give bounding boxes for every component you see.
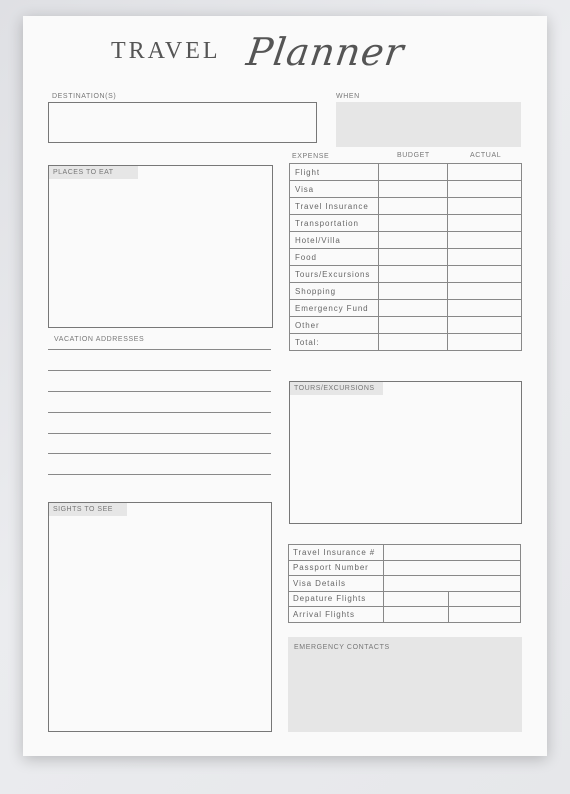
actual-cell[interactable] <box>448 181 522 198</box>
info-label: Passport Number <box>289 560 384 576</box>
budget-cell[interactable] <box>378 198 448 215</box>
destination-label: DESTINATION(S) <box>52 93 117 100</box>
tours-excursions-label: TOURS/EXCURSIONS <box>290 382 383 395</box>
sights-to-see-box[interactable] <box>48 502 272 732</box>
places-to-eat-box[interactable] <box>48 165 273 328</box>
info-value-cell[interactable] <box>383 545 520 561</box>
when-label: WHEN <box>336 93 360 100</box>
expense-name: Total: <box>290 334 379 351</box>
expense-name: Travel Insurance <box>290 198 379 215</box>
emergency-contacts-label: EMERGENCY CONTACTS <box>294 644 390 651</box>
budget-cell[interactable] <box>378 283 448 300</box>
when-field[interactable] <box>336 102 521 147</box>
info-value-cell[interactable] <box>383 607 449 623</box>
expense-row <box>290 249 522 266</box>
address-line[interactable] <box>48 391 271 392</box>
expense-row <box>290 215 522 232</box>
vacation-addresses-label: VACATION ADDRESSES <box>54 336 145 343</box>
actual-cell[interactable] <box>448 300 522 317</box>
budget-cell[interactable] <box>378 317 448 334</box>
title-planner: Planner <box>243 30 408 74</box>
actual-cell[interactable] <box>448 232 522 249</box>
expense-row <box>290 317 522 334</box>
expense-name: Hotel/Villa <box>290 232 379 249</box>
planner-sheet <box>23 16 547 756</box>
budget-header: BUDGET <box>397 152 430 159</box>
info-label: Visa Details <box>289 576 384 592</box>
expense-name: Other <box>290 317 379 334</box>
info-value-cell[interactable] <box>383 560 520 576</box>
actual-header: ACTUAL <box>470 152 502 159</box>
expense-name: Transportation <box>290 215 379 232</box>
emergency-contacts-box[interactable] <box>288 637 522 732</box>
expense-name: Shopping <box>290 283 379 300</box>
destination-field[interactable] <box>48 102 317 143</box>
budget-cell[interactable] <box>378 334 448 351</box>
expense-name: Tours/Excursions <box>290 266 379 283</box>
info-value-cell[interactable] <box>449 591 521 607</box>
expense-row <box>290 181 522 198</box>
info-row <box>289 591 521 607</box>
budget-cell[interactable] <box>378 266 448 283</box>
budget-cell[interactable] <box>378 181 448 198</box>
actual-cell[interactable] <box>448 283 522 300</box>
budget-cell[interactable] <box>378 215 448 232</box>
expense-row <box>290 164 522 181</box>
actual-cell[interactable] <box>448 215 522 232</box>
actual-cell[interactable] <box>448 249 522 266</box>
expense-row <box>290 334 522 351</box>
budget-cell[interactable] <box>378 164 448 181</box>
info-row <box>289 560 521 576</box>
actual-cell[interactable] <box>448 317 522 334</box>
address-line[interactable] <box>48 412 271 413</box>
address-line[interactable] <box>48 349 271 350</box>
actual-cell[interactable] <box>448 334 522 351</box>
budget-cell[interactable] <box>378 232 448 249</box>
expense-name: Food <box>290 249 379 266</box>
info-value-cell[interactable] <box>449 607 521 623</box>
expense-row <box>290 283 522 300</box>
info-row <box>289 607 521 623</box>
info-row <box>289 545 521 561</box>
expense-name: Visa <box>290 181 379 198</box>
info-row <box>289 576 521 592</box>
expense-row <box>290 266 522 283</box>
info-value-cell[interactable] <box>383 576 520 592</box>
tours-excursions-box[interactable] <box>289 381 522 524</box>
address-line[interactable] <box>48 474 271 475</box>
expense-row <box>290 300 522 317</box>
expense-name: Flight <box>290 164 379 181</box>
budget-cell[interactable] <box>378 300 448 317</box>
info-value-cell[interactable] <box>383 591 449 607</box>
address-line[interactable] <box>48 453 271 454</box>
actual-cell[interactable] <box>448 164 522 181</box>
travel-info-table <box>288 544 521 623</box>
address-line[interactable] <box>48 433 271 434</box>
actual-cell[interactable] <box>448 198 522 215</box>
title-travel: TRAVEL <box>111 38 221 64</box>
expense-row <box>290 198 522 215</box>
sights-to-see-label: SIGHTS TO SEE <box>49 503 127 516</box>
info-label: Depature Flights <box>289 591 384 607</box>
address-line[interactable] <box>48 370 271 371</box>
places-to-eat-label: PLACES TO EAT <box>49 166 138 179</box>
budget-cell[interactable] <box>378 249 448 266</box>
expense-name: Emergency Fund <box>290 300 379 317</box>
info-label: Travel Insurance # <box>289 545 384 561</box>
info-label: Arrival Flights <box>289 607 384 623</box>
actual-cell[interactable] <box>448 266 522 283</box>
expense-header: EXPENSE <box>292 153 330 160</box>
expense-table <box>289 163 522 351</box>
expense-row <box>290 232 522 249</box>
